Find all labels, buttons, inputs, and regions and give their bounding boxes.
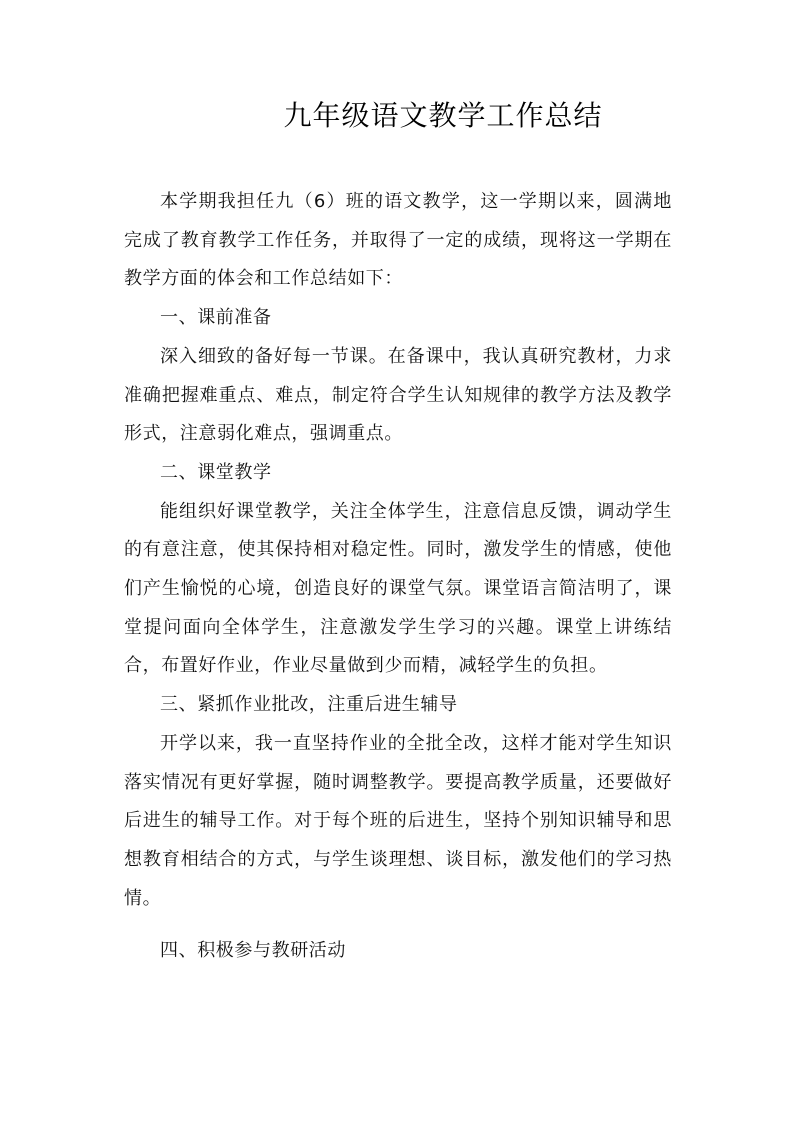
section-heading-3: 三、紧抓作业批改，注重后进生辅导 (160, 694, 458, 716)
paragraph-spacer (124, 918, 672, 932)
document-title: 九年级语文教学工作总结 (283, 99, 603, 132)
section-heading-2: 二、课堂教学 (160, 461, 272, 483)
section-paragraph-1: 深入细致的备好每一节课。在备课中，我认真研究教材，力求准确把握难重点、难点，制定符合学生认知规律的教学方法及教学形式，注意弱化难点，强调重点。 (124, 345, 672, 445)
section-heading-4: 四、积极参与教研活动 (160, 940, 346, 962)
intro-paragraph: 本学期我担任九（6）班的语文教学，这一学期以来，圆满地完成了教育教学工作任务，并取得了一定的成绩，现将这一学期在教学方面的体会和工作总结如下： (124, 191, 672, 290)
section-heading-1: 一、课前准备 (160, 307, 272, 329)
document-body (124, 183, 672, 971)
section-paragraph-3: 开学以来，我一直坚持作业的全批全改，这样才能对学生知识落实情况有更好掌握，随时调整教学。要提高教学质量，还要做好后进生的辅导工作。对于每个班的后进生，坚持个别知识辅导和思想教育相结合的方式，与学生谈理想、谈目标，激发他们的学习热情。 (124, 732, 672, 909)
section-paragraph-2: 能组织好课堂教学，关注全体学生，注意信息反馈，调动学生的有意注意，使其保持相对稳定性。同时，激发学生的情感，使他们产生愉悦的心境，创造良好的课堂气氛。课堂语言简洁明了，课堂提问面向全体学生，注意激发学生学习的兴趣。课堂上讲练结合，布置好作业，作业尽量做到少而精，减轻学生的负担。 (124, 500, 672, 677)
